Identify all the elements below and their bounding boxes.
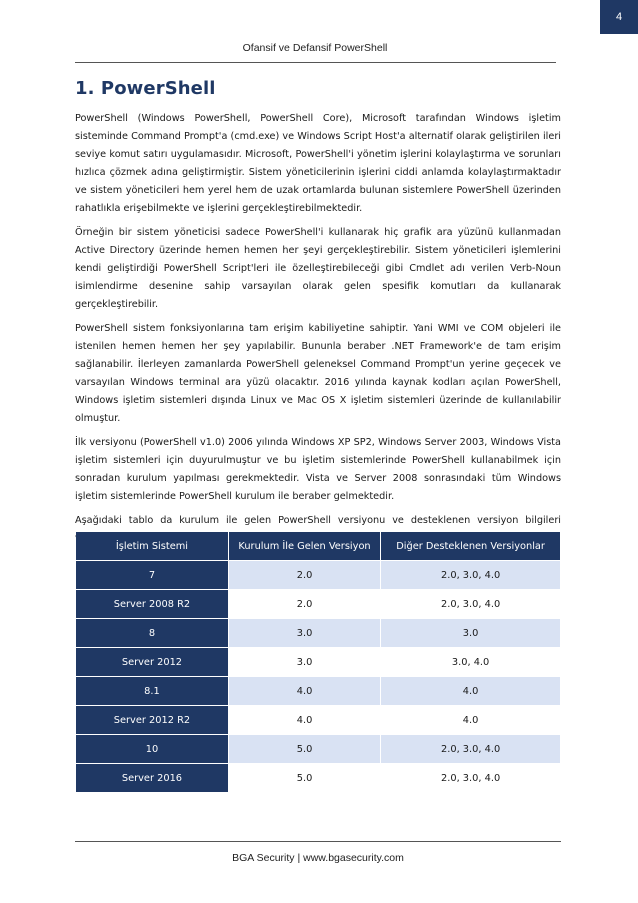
table-row	[76, 590, 560, 618]
installed-version-cell: 4.0	[229, 706, 380, 734]
installed-version-cell: 3.0	[229, 619, 380, 647]
supported-versions-cell: 3.0	[381, 619, 560, 647]
table-row	[76, 706, 560, 734]
supported-versions-cell: 2.0, 3.0, 4.0	[381, 764, 560, 792]
supported-versions-cell: 4.0	[381, 706, 560, 734]
installed-version-cell: 3.0	[229, 648, 380, 676]
os-cell: Server 2008 R2	[76, 590, 228, 618]
installed-version-cell: 5.0	[229, 735, 380, 763]
installed-version-cell: 2.0	[229, 590, 380, 618]
page-number: 4	[600, 0, 638, 34]
supported-versions-cell: 2.0, 3.0, 4.0	[381, 561, 560, 589]
os-cell: 10	[76, 735, 228, 763]
supported-versions-cell: 2.0, 3.0, 4.0	[381, 590, 560, 618]
paragraph: Örneğin bir sistem yöneticisi sadece PowerShell'i kullanarak hiç grafik ara yüzünü kullanmadan Active Directory üzerinde hemen hemen her şeyi gerçekleştirebilir. Sistem yöneticileri işlemlerini kendi geliştirdiği PowerShell Script'leri ile özelleştirebileceği gibi Cmdlet adı verilen Verb-Noun isimlendirme desenine sahip varsayılan olarak gelen spesifik komutları da kullanarak gerçekleştirebilir.	[75, 227, 561, 310]
installed-version-cell: 4.0	[229, 677, 380, 705]
paragraph: PowerShell sistem fonksiyonlarına tam erişim kabiliyetine sahiptir. Yani WMI ve COM objeleri ile istenilen hemen hemen her şey yapılabilir. Bununla beraber .NET Framework'e de tam erişim sağlanabilir. İlerleyen zamanlarda PowerShell geleneksel Command Prompt'un yerine geçecek ve varsayılan Windows terminal ara yüzü olacaktır. 2016 yılında kaynak kodları açılan PowerShell, Windows işletim sistemleri dışında Linux ve Mac OS X işletim sistemleri üzerinde de kullanılabilir olmuştur.	[75, 323, 561, 424]
table-row	[76, 619, 560, 647]
os-cell: Server 2016	[76, 764, 228, 792]
paragraph: PowerShell (Windows PowerShell, PowerShell Core), Microsoft tarafından Windows işletim sisteminde Command Prompt'a (cmd.exe) ve Windows Script Host'a alternatif olarak geliştirilen ileri seviye komut satırı uygulamasıdır. Microsoft, PowerShell'i yönetim işlerini kolaylaştırma ve sorunları hızlıca çözmek adına geliştirmiştir. Sistem yöneticilerinin işlerini ciddi anlamda kolaylaştırmaktadır ve sistem yöneticileri hem yerel hem de uzak ortamlarda bulunan sistemlere PowerShell üzerinden rahatlıkla erişebilmekte ve işlerini gerçekleştirebilmektedir.	[75, 113, 561, 214]
powershell-versions-table	[75, 531, 561, 793]
supported-versions-cell: 2.0, 3.0, 4.0	[381, 735, 560, 763]
os-cell: 8.1	[76, 677, 228, 705]
column-header-os: İşletim Sistemi	[76, 532, 228, 560]
os-cell: 7	[76, 561, 228, 589]
os-cell: Server 2012	[76, 648, 228, 676]
table-row	[76, 677, 560, 705]
body-text	[75, 110, 561, 554]
os-cell: Server 2012 R2	[76, 706, 228, 734]
paragraph: Aşağıdaki tablo da kurulum ile gelen PowerShell versiyonu ve desteklenen versiyon bilgileri	[75, 515, 561, 526]
supported-versions-cell: 4.0	[381, 677, 560, 705]
column-header-supported-versions: Diğer Desteklenen Versiyonlar	[381, 532, 560, 560]
supported-versions-cell: 3.0, 4.0	[381, 648, 560, 676]
running-header: Ofansif ve Defansif PowerShell	[242, 42, 388, 54]
table-row	[76, 561, 560, 589]
footer-divider	[75, 841, 561, 842]
table-header-row	[76, 532, 560, 560]
paragraph: İlk versiyonu (PowerShell v1.0) 2006 yılında Windows XP SP2, Windows Server 2003, Windows Vista işletim sistemleri için duyurulmuştur ve bu işletim sistemlerinde PowerShell kullanabilmek için sonradan kurulum yapılması gerekmektedir. Vista ve Server 2008 sonrasındaki tüm Windows işletim sistemlerinde PowerShell kurulum ile beraber gelmektedir.	[75, 437, 561, 502]
os-cell: 8	[76, 619, 228, 647]
header-divider	[75, 62, 556, 63]
column-header-installed-version: Kurulum İle Gelen Versiyon	[229, 532, 380, 560]
table-row	[76, 764, 560, 792]
section-heading: 1. PowerShell	[75, 78, 216, 99]
table-row	[76, 648, 560, 676]
installed-version-cell: 5.0	[229, 764, 380, 792]
page-footer: BGA Security | www.bgasecurity.com	[232, 852, 404, 864]
table-row	[76, 735, 560, 763]
installed-version-cell: 2.0	[229, 561, 380, 589]
